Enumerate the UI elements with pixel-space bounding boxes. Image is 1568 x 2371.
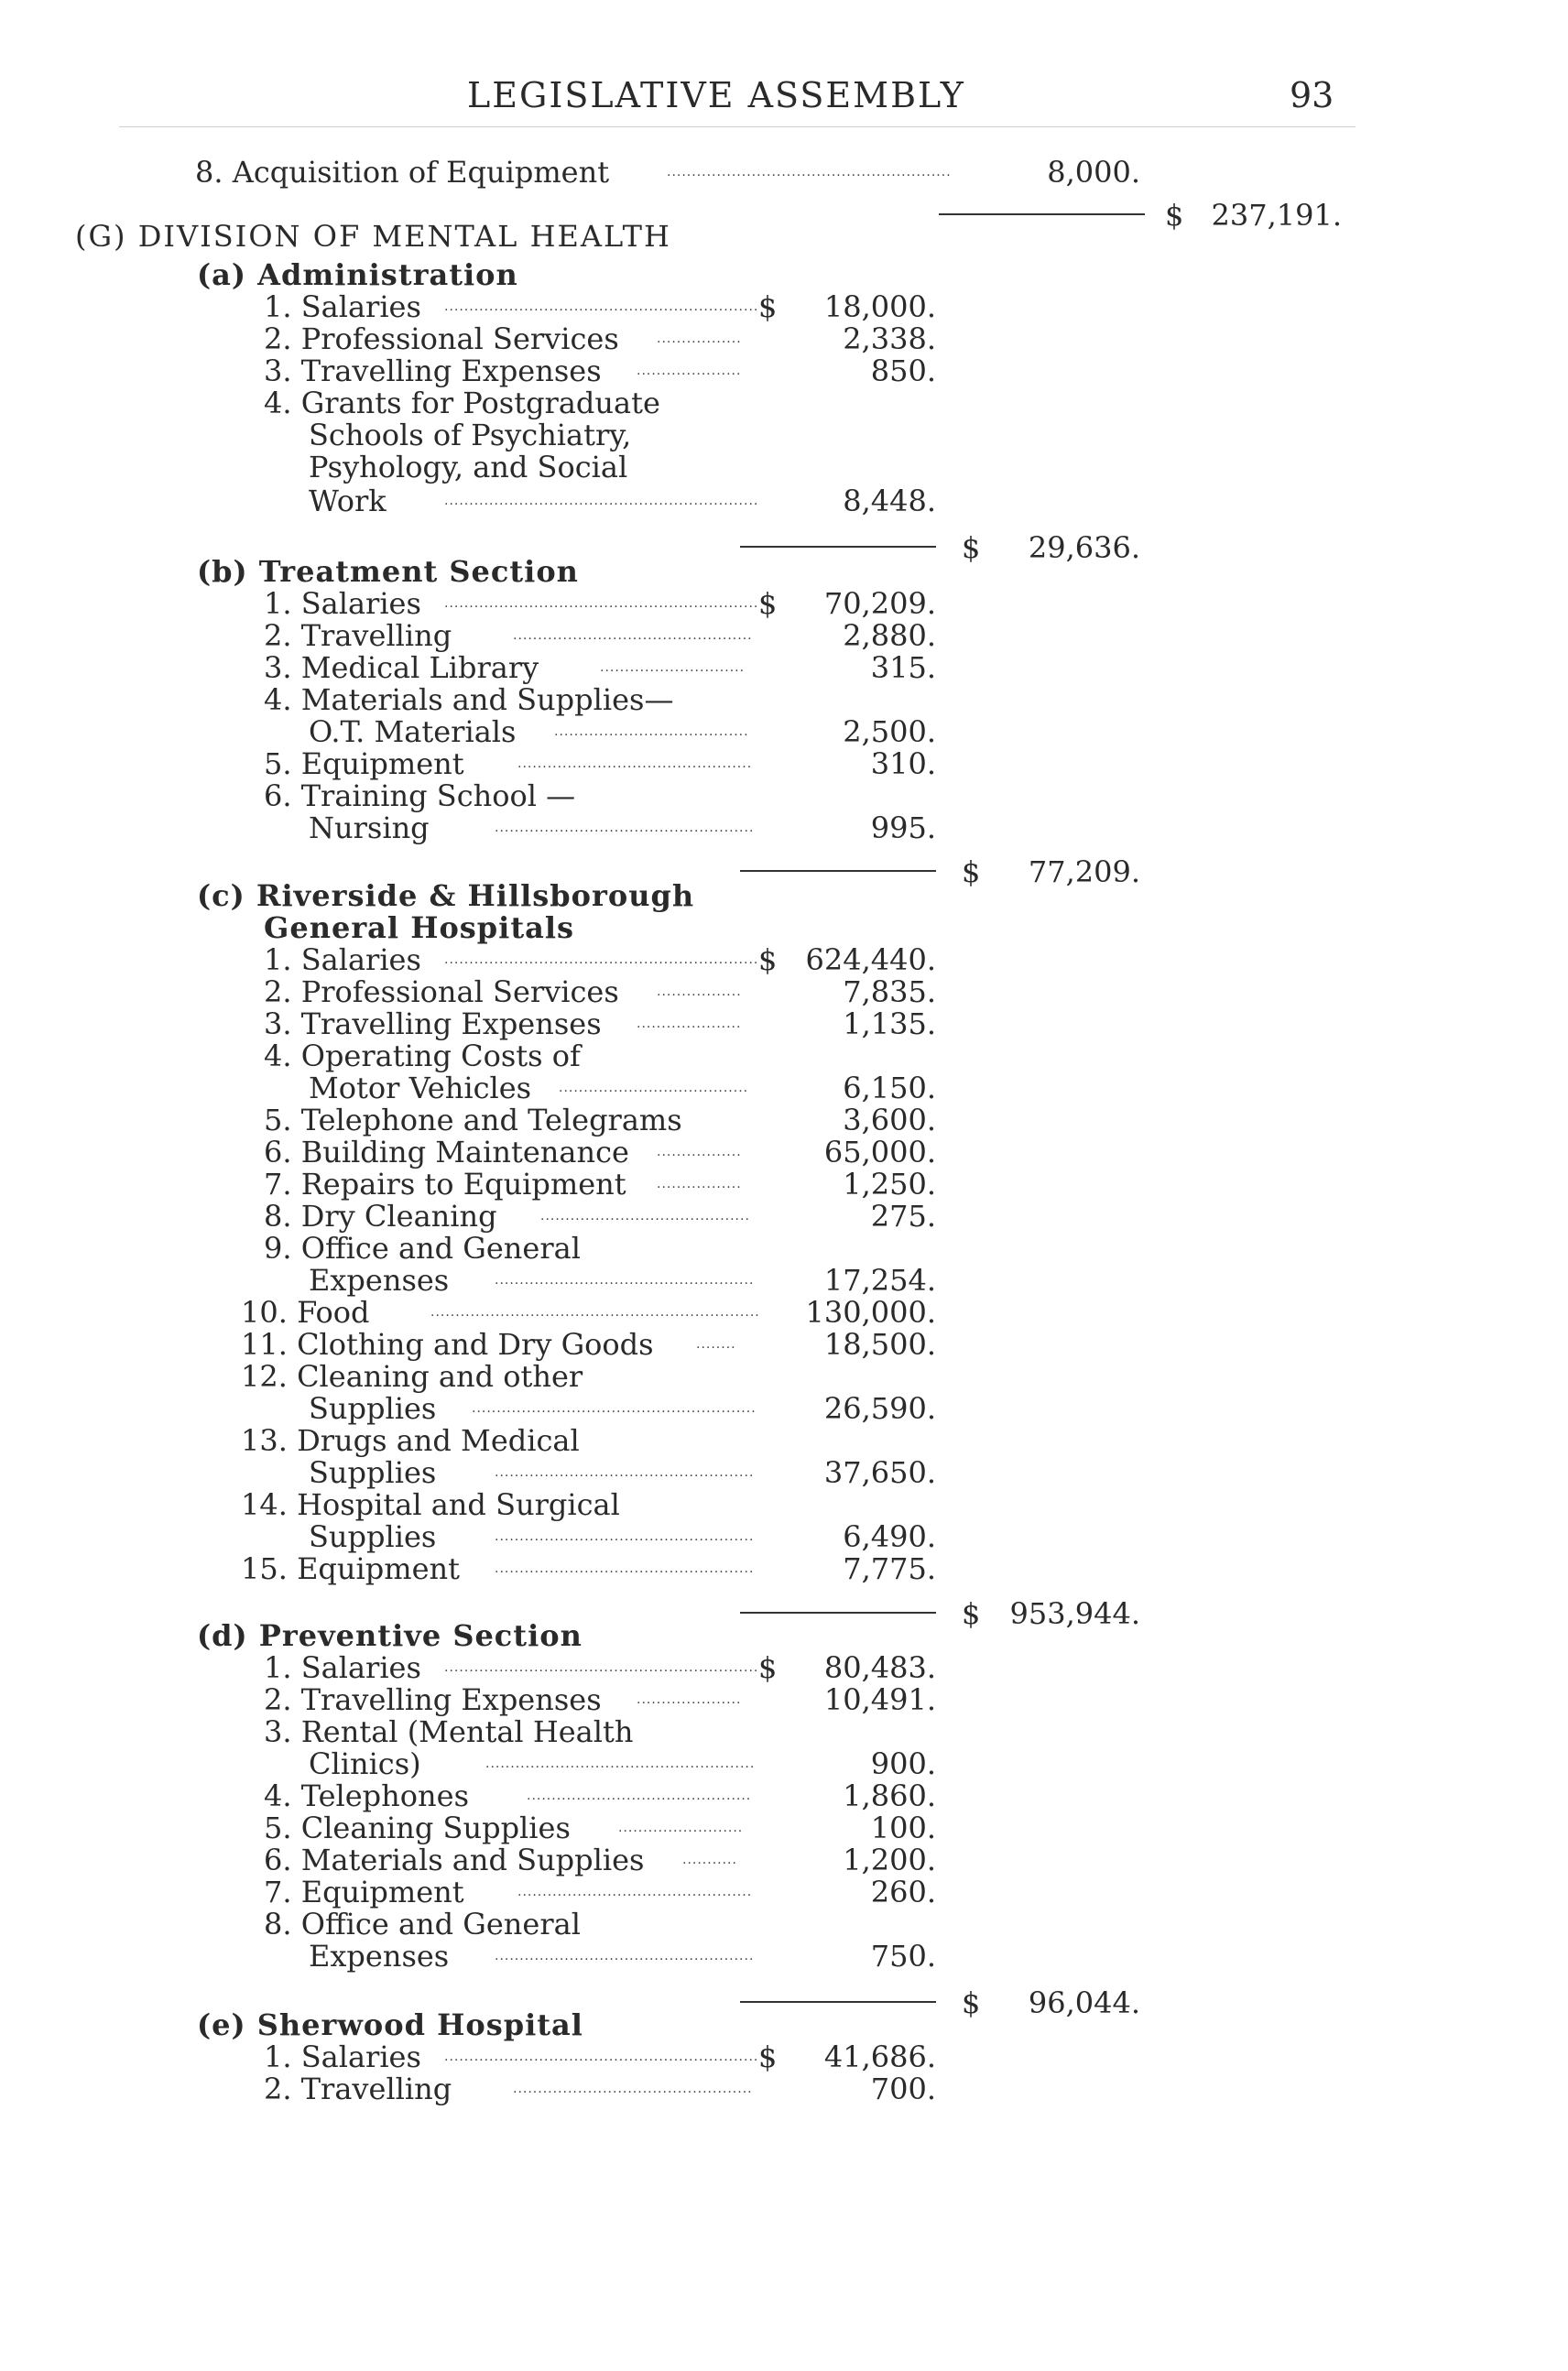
- item-amount: 130,000.: [805, 1295, 936, 1330]
- dot-leader: ...............................................................: [444, 596, 759, 611]
- item-amount: 1,200.: [843, 1843, 936, 1877]
- dot-leader: ...............................................................: [444, 494, 759, 508]
- dot-leader: .................: [657, 1145, 742, 1159]
- subtotal-amount: 77,209.: [1028, 854, 1140, 889]
- line-item-label: 4. Materials and Supplies—: [264, 682, 674, 717]
- item-amount: 7,775.: [843, 1551, 936, 1586]
- item-amount: 17,254.: [823, 1263, 936, 1298]
- item-amount: 1,250.: [843, 1167, 936, 1202]
- section-heading: (d) Preventive Section: [197, 1618, 583, 1653]
- line-item-label: 6. Building Maintenance: [264, 1135, 629, 1169]
- line-item-label: Supplies: [309, 1519, 437, 1554]
- line-item-label: 7. Equipment: [264, 1875, 464, 1909]
- line-item-label: Work: [309, 484, 387, 518]
- total-amount: 237,191.: [1211, 198, 1342, 233]
- subtotal-amount: 96,044.: [1028, 1985, 1140, 2020]
- item-amount: 70,209.: [823, 586, 936, 621]
- section-heading: (c) Riverside & Hillsborough: [197, 878, 695, 913]
- dot-leader: .....................: [637, 1017, 742, 1031]
- line-item-label: 3. Travelling Expenses: [264, 353, 602, 388]
- line-item-label: 1. Salaries: [264, 289, 421, 324]
- item-amount: 850.: [870, 353, 936, 388]
- line-item-label: 3. Rental (Mental Health: [264, 1714, 634, 1749]
- running-title: LEGISLATIVE ASSEMBLY: [467, 75, 965, 115]
- line-item-label: 1. Salaries: [264, 586, 421, 621]
- item-amount: 310.: [870, 746, 936, 781]
- item-amount: 6,150.: [843, 1071, 936, 1105]
- line-item-label: O.T. Materials: [309, 714, 517, 749]
- line-item-label: 1. Salaries: [264, 2039, 421, 2074]
- line-item-label: Expenses: [309, 1263, 450, 1298]
- item-amount: 8,448.: [843, 484, 936, 518]
- section-heading: (b) Treatment Section: [197, 554, 579, 589]
- dot-leader: ...............................................: [517, 756, 753, 771]
- line-item-label: 13. Drugs and Medical: [241, 1423, 580, 1458]
- item-amount: 80,483.: [823, 1650, 936, 1685]
- dollar-sign: $: [758, 586, 778, 621]
- line-item-label: 1. Salaries: [264, 1650, 421, 1685]
- item-amount: 18,000.: [823, 289, 936, 324]
- line-item-label: 9. Office and General: [264, 1231, 581, 1266]
- dollar-sign: $: [758, 289, 778, 324]
- item-amount: 624,440.: [805, 942, 936, 977]
- line-item-label: 14. Hospital and Surgical: [241, 1487, 620, 1522]
- dot-leader: .......................................: [554, 724, 749, 739]
- dollar-sign: $: [962, 1985, 981, 2020]
- line-item-label: 5. Telephone and Telegrams: [264, 1103, 682, 1137]
- dot-leader: ...............................................................: [444, 1660, 759, 1675]
- subtotal-amount: 8,000.: [1047, 155, 1140, 190]
- item-amount: 1,860.: [843, 1778, 936, 1813]
- section-heading: (a) Administration: [197, 257, 518, 292]
- item-amount: 1,135.: [843, 1006, 936, 1041]
- line-item-label: 1. Salaries: [264, 942, 421, 977]
- line-item-label: 10. Food: [241, 1295, 370, 1330]
- dot-leader: ................................................: [513, 2082, 753, 2096]
- line-item-label: Expenses: [309, 1939, 450, 1974]
- line-item-label: 4. Telephones: [264, 1778, 469, 1813]
- line-item-label: 2. Professional Services: [264, 974, 619, 1009]
- dollar-sign: $: [758, 1650, 778, 1685]
- division-heading: (G) DIVISION OF MENTAL HEALTH: [75, 219, 671, 254]
- item-amount: 275.: [870, 1199, 936, 1234]
- line-item-label: 11. Clothing and Dry Goods: [241, 1327, 654, 1362]
- dot-leader: ....................................................: [495, 1529, 755, 1544]
- dot-leader: ....................................................: [495, 1465, 755, 1480]
- dot-leader: ....................................................: [495, 1561, 755, 1576]
- dot-leader: .................: [657, 332, 742, 346]
- line-item-label: Nursing: [309, 810, 430, 845]
- item-amount: 315.: [870, 650, 936, 685]
- dot-leader: ..................................................................: [430, 1305, 760, 1320]
- subtotal-amount: 29,636.: [1028, 530, 1140, 565]
- dot-leader: ...............................................: [517, 1885, 753, 1899]
- item-amount: 6,490.: [843, 1519, 936, 1554]
- line-item-label: 6. Materials and Supplies: [264, 1843, 645, 1877]
- item-amount: 100.: [870, 1811, 936, 1845]
- total-rule: [740, 546, 936, 548]
- item-amount: 2,880.: [843, 618, 936, 653]
- total-rule: [740, 2001, 936, 2003]
- dot-leader: .........................: [618, 1821, 744, 1835]
- line-item-label: 4. Grants for Postgraduate: [264, 386, 660, 420]
- line-item-label: 4. Operating Costs of: [264, 1039, 581, 1073]
- item-amount: 7,835.: [843, 974, 936, 1009]
- dot-leader: ...............................................................: [444, 299, 759, 314]
- dot-leader: .....................: [637, 364, 742, 378]
- item-amount: 750.: [870, 1939, 936, 1974]
- dot-leader: .................: [657, 1177, 742, 1191]
- dot-leader: .................: [657, 984, 742, 999]
- dot-leader: .........................................................: [667, 165, 952, 179]
- dot-leader: ....................................................: [495, 821, 755, 835]
- line-item-label: 5. Equipment: [264, 746, 464, 781]
- line-item-label: 2. Travelling Expenses: [264, 1682, 602, 1717]
- dot-leader: ...............................................................: [444, 2050, 759, 2064]
- item-amount: 2,338.: [843, 321, 936, 356]
- item-amount: 10,491.: [823, 1682, 936, 1717]
- line-item-label: 8. Office and General: [264, 1907, 581, 1941]
- section-heading: (e) Sherwood Hospital: [197, 2007, 583, 2042]
- section-heading: General Hospitals: [264, 910, 575, 945]
- page-header: [0, 75, 1568, 121]
- line-item-label: 3. Medical Library: [264, 650, 539, 685]
- item-amount: 995.: [870, 810, 936, 845]
- item-amount: 3,600.: [843, 1103, 936, 1137]
- item-amount: 37,650.: [823, 1455, 936, 1490]
- line-item-label: 2. Travelling: [264, 618, 452, 653]
- total-rule: [740, 870, 936, 872]
- item-amount: 65,000.: [823, 1135, 936, 1169]
- line-item-label: Supplies: [309, 1455, 437, 1490]
- dollar-sign: $: [962, 530, 981, 565]
- line-item-label: 8. Dry Cleaning: [264, 1199, 497, 1234]
- dollar-sign: $: [962, 854, 981, 889]
- header-rule: [119, 126, 1356, 127]
- item-amount: 700.: [870, 2072, 936, 2106]
- dot-leader: ..........................................: [540, 1209, 750, 1224]
- dot-leader: .............................: [600, 660, 746, 675]
- line-item-label: 2. Travelling: [264, 2072, 452, 2106]
- dot-leader: ........: [696, 1337, 736, 1352]
- item-amount: 41,686.: [823, 2039, 936, 2074]
- dot-leader: ...........: [682, 1853, 737, 1867]
- dollar-sign: $: [758, 2039, 778, 2074]
- line-item-label: 6. Training School —: [264, 778, 576, 813]
- page-number: 93: [1290, 75, 1334, 115]
- line-item-label: Clinics): [309, 1746, 421, 1781]
- item-amount: 260.: [870, 1875, 936, 1909]
- dot-leader: ...............................................................: [444, 952, 759, 967]
- line-item-label: 2. Professional Services: [264, 321, 619, 356]
- dot-leader: .....................: [637, 1692, 742, 1707]
- dot-leader: ....................................................: [495, 1273, 755, 1288]
- dot-leader: ................................................: [513, 628, 753, 643]
- item-amount: 26,590.: [823, 1391, 936, 1426]
- subtotal-amount: 953,944.: [1009, 1596, 1140, 1631]
- item-amount: 900.: [870, 1746, 936, 1781]
- dot-leader: ......................................................: [485, 1756, 756, 1771]
- total-rule: [939, 213, 1145, 215]
- line-item-label: 12. Cleaning and other: [241, 1359, 583, 1394]
- line-item-label: Psyhology, and Social: [309, 450, 628, 484]
- dollar-sign: $: [1165, 198, 1184, 233]
- dot-leader: .............................................: [527, 1789, 752, 1803]
- item-amount: 2,500.: [843, 714, 936, 749]
- line-item-label: Supplies: [309, 1391, 437, 1426]
- line-item-label: Schools of Psychiatry,: [309, 418, 632, 452]
- dollar-sign: $: [758, 942, 778, 977]
- line-item-label: 5. Cleaning Supplies: [264, 1811, 571, 1845]
- item-amount: 18,500.: [823, 1327, 936, 1362]
- line-item-label: Motor Vehicles: [309, 1071, 532, 1105]
- dot-leader: .........................................................: [472, 1401, 757, 1416]
- line-item-label: 7. Repairs to Equipment: [264, 1167, 626, 1202]
- dot-leader: ......................................: [559, 1081, 749, 1095]
- line-item-label: 8. Acquisition of Equipment: [195, 155, 610, 190]
- total-rule: [740, 1612, 936, 1614]
- line-item-label: 15. Equipment: [241, 1551, 460, 1586]
- line-item-label: 3. Travelling Expenses: [264, 1006, 602, 1041]
- dollar-sign: $: [962, 1596, 981, 1631]
- dot-leader: ....................................................: [495, 1949, 755, 1963]
